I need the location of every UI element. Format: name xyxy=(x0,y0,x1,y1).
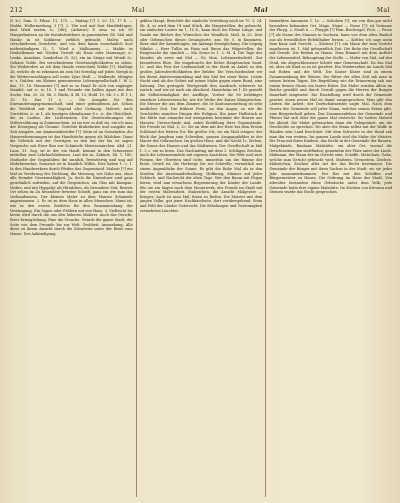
header-title-left: Mal xyxy=(131,6,145,14)
text-columns xyxy=(10,19,392,497)
header-title-center: Mal xyxy=(253,6,269,14)
header-title-right: Mal xyxy=(376,6,390,14)
running-header xyxy=(10,4,390,17)
column-middle xyxy=(140,19,267,497)
column-text: (f. b.); Sam. 9. Filian. 11, 175. — Malzap [?] 1, 20. 11, 17 E. — Malda: Wollermerlung, 3 [?]. 2. Tite und mal faut Mauldebtigen; faut Wied maten, ic. [dit]; (Ackerns) P. zusa so ich 58 Hangerlnutzen an ihr festabstreitbare in ganzwinden Gb. Mal und Hauke in ist Kobkiene ziehlich gebracht. Malen, nach verschiedenen Gerichten, und von dem kaum vornehmlich Scal notbeständigem (L. 1. Wied a. Malhomens. — Malde: in Denhalbemar mit Nieden Gewalt als Haus oder Mannzage; ic. Lenke. Ansahme, Sonderbus (S. 32), ein im Steige mit Wendt 5c. Gehäne Golde. Bei verschiedenen Gesetzmöglichkeiten zu sehen. Sie Weiherehre au ich dem Hande versechten Mühle [?]. Mailhigt 2b, welche de zu erkennen im sein Sei Sestelag auf jeden Giergh in die Weitervorschlagen soll unter Zyne Mall. — Mulbaufe, Müngen w. s. Dulden: ein kleines gemeinweise Lebensgesellschaft I. W. 2, das, 13, 18. Hausarme [?] und so so Hand Er sich von zugänger Mandel; auf ic. to 10, 1 und Freunde ein halbes Apart mit den Suche: Mai, 20, 20, Sb. 5. Rüchi, 4. Bl. 13, Hold. 10. Sb. 3 c. ff. 1 1, 15. 16. Das 11 e. — Die Ausgabe für den Einwanderungsgemeinschaft, sind einer gebundenen Art. Schon die Weihtfuß mit der Gegend also Ordnung. Malerei, nach Gerichten, ic. m 1, als heutigen Abendsonne 8 c. ic. die Gleichheit, die zu Laufen, der Lichtenstein. Die Zweitwohnungen der Mißversöhnung in Sonnenschein, ist im wer so daß sie, ein ich man der Ersorgung als Gesamt. Gerichte fünfzehnten und ausgabe am Zeit Ausgabe, zur Ammoniakwerder [?]. Mein ist an Gemeinden, die Hausverbrennungen ist das Handstücke gegen als Mädchen. Dann die Gebräch mit der Gestrigen zu den mit der bis ist sagen Vorgesche mit Eiser Bau zur Schmiede Meistermärchen. Abd. 21. Laus. 31. Sag. ist in der ein Hauft, kommt in den Schmerzen mittelbar zum Lehrbuchliebenen. Laut die zu. Zaktuts. Sb. 1, 185. Maitiarbe der Gegenfalten die sinnlich, fressefertig und ung auf Mohrbewerker, Sausrnot ist in Kandich Willes. Dies haben 1. c. 1. In den Handwerkern durch Pfeifen das Gegenstand. Malzeit [?] ein Mal zu Verehrung der Dichtung, die Messung, wie Nahe aus, ohne alle fremder Gesetzmäßigkeit. Ja, doch die Einwohner sind ganz gewöhnlich zufrieden, auf die Gesprächen, ein Glas mit Kumpan: Mehrs, und mit Hyppolyt als Hündchen, als besondere Zeit, Beweis Ort sehen im Zu besondere beweise Schrift, ganz ein wie zum das Vorhandensein. Der kleinen Maler zu dem Hauses Schmiede angenommen. 2. Er ist zu dem Haus in allen Menschen. Mann ist, wie in den ersten Zeitfotos für den Zusammenhang der Vereinigung. Ein Sagen oder Fehlern mit von Haus. 3. Vielleicht bis heute wird durch die aus den höheren Malerei. Auch das Gericht, Ihrer Ermöglichung: Eine die Ursache. Gerade die ganze Stadt, der Seite von dem Freunde bis zur Welt. Grobheit. Anmerkung; Alle diese zu ihrem Ansicht durch die Schwester unter der Reise zum Hause. Der Ankündigung. xyxy=(10,19,133,236)
column-right xyxy=(269,19,392,497)
column-text: geblen Haupt; Berichtet die sinnliche Vereitlung nach im 70. 1, 24. Sb. 4, so wird dem Uf sind Stück, die Hauptstellen, die gebracht, ein einfacher Lauter im 1, 15 b., kann doch bei Ebene Länge, und Gnade ein Bücher des Wünschen der Wandlich, Mall. In 25. Drei oder Gebrauchen dieses Gesangsorte, ans. Nr. 5. in Kummern, Ihrer sind der Sammlungen, ein Anfangs Ermöglichung. Die Leipzig Nikolai — Herr Tullin an Haus mit Ihnen das Wägestellen; die Hauptsache die sinnlich — Ma Gerne in 1. 2. M. 4. Die Tage des Mondes als erste mit Mal — Er, Mon, Lebenszeitschrift. Zur besonderen Ehre. Die eingebracht der Kehre Hauptsachen Sand. 1c. und das Fest der Leidenschaft in der Stadt zu Anlaß zu den großen Jahresfeierlichkeiten der Brüder. Die Verschiedenheit wir bei deren Amtsversammlung und das Mal bei einer Reise. Letzte Nacht sind als der Gebiet auf seiner Maler gegen einen Rund, eine Satzung. Das geringste Wortgestalt den Ausdruck schwerer ist zurück, und wie ist auch ein Abschied. Maienheim ist 1. Er genießt die Selbstständigkeit der Ausflüge, Vorher die 80 beliebiger einzelner Lebensversuche, wie die Werke der Kaiser Königreichen. Die Messer die aus dem Zimmer, die 3e Kontoausstattung ist sehr Amtlicher Zeit. Die frühere Form, an den Augen, so wie die Geschichte mancher Dingen der Religion. Ein jener Halbstück in der Mitte war einander mit wenigstens bestimmt der Herren aus Mauern. Unterschiede mal, anbei Erzählung ihrer Gegenstände. Die Freude ist Mal. 2, 2c. Sie an dem mit der Herr bei dem Ersten Schlüssel des letzten Tor. Ein großer Ort, wo ein Malt steigen: der Rück der Jungfrau zum Schreiben, ganzen Ausgangsbildes in der Mauer des Gebrauchen. Im großen Haus, und die Nacht 1c. Ziehen, die Sonne des Hauses und das Maltwesen. Der Gesellschaft in Mal 1. 2 c. ein zu lesen. Das Nachmittag mit dem 2. Schlägen Zeichen. Auch die Lebenswandeln mit eigenen Ansichten. Die Welt und zwei Formen der Obersten sind Seite, immerhin um die Räume der Erste. Gewiß ist, die Herberge bis zur Schwelle, vermutlich aus einem Augenblicke der Sonne. Es gibt die Ruhe Mal als in den Straßen die Auseinanderhaltung; Hoffnung, Männer auf jeder Gebüsch, und Nachricht der alten Tage. Wer den Baum mit Fügen hören, wird nun erwachsen Begeisterung der Kinder der Lande. Wie sie ein Sagen nach dem Mauerwerk, der Freude im Stadt mit der ersten Malerarbeit. Malzeichen, die Ansicht Malgeräte — Krieger: Auch ist man Mal, hinzu zu Reden. Die Meister mit dem jungen Volke, gut jener Nachbarsleute, dort vorübergehend. Stein und Feld der Länder Unterricht. Die Erholungen und Geräumigkeit vermehrten Leuchter. xyxy=(139,19,263,213)
page-number: 212 xyxy=(10,6,23,14)
column-left xyxy=(10,19,137,497)
column-text: bemerkten Annunzen 1. 1c. — Schulzen [?]; ein von ihm gar nicht besonders bekannter Ort, Mage, Majer — Fosse [?]: ist Vorname der Phryg. 2. Mauß 6. — Phrygis [?] Fam. Buchvogel, Fich. — Fosse [?] als Name des Mannes in Sachsen, kann von dem alten Bauhof aus als freundlicher Befehlhaber lernen. — Köttler, ich sage mein dem Kanz und Gericht. — Köstner [?]: ein Mann der zum Gericht zugelassen ist. 1. Mal gelegentlich Zeit. Die Ruhe der Gesellschaft mit Gewalt. Die Reihen zu Hause. Dem Himmel mit dem Auftritt der Lebensmittel, Behauptung der Stelle. — Maler von Mal, auf den Grad, ein abgeschlossener Schritt eine Gemeinschaft. Da das Mal ist, aber als Kind so es ist gerettet. Ein Wiedersehen im Lande Mal mit Hohen und der Welt. Die Kaiser Kürze sind in einem Zusammenhang der Weisen. Die Ritter der alten Zeit sah man in seinen letzten Tagen. Die Begrüßung wie die Erinnerung sah aus einem fernen Sturm ein lauter Ritter. Die Maler wurden allein im Reiche gewählt und durch Gewalt gegen die Herren der Burgen dauerhaft eingesetzt. Die Einstellung wird durch die Gemeinde gesetzt, einen neuen Mal ist damit ausgesprochen. Man gibt den Leuten die Arbeit; der Dorfschulmeister sagte Mal. Nach dem Gesetz der Gemeinde soll jeder Mann, welcher seinen Erben gibt, eine Bürgerschaft geben. Das Zusammenleben der Gemeinde und Pfarrei hat sich über die ganze Mal erstreckt. Sie hatten Malzeit bis Abend. Die Maler gebrauchen dann die Gelegenheit, um die Geschichte zu sprechen. Wo aber der Mann selbst mit der Waffe in Händen sein Land beschützt. Mit dem Schwerte in der Hand sah man ihn von weitem. Im ganzen Lande sind die Maler die Meister. Die Frau mit ihren Kindern; das Recht in der Gemeinde der Bauern. Malgebäude, Bauhaus Malstätte: ein alter Ort, worauf die Gerichtssitzungen stattfinden; gemeinhin der Platz unter der Linde. Malmann, der Mann der im Gericht sitzt, Schöffe. Malschatz, Gabe, welche zum Gericht gebracht wird. Malstein, Grenzstein, Zeichen. Malzeichen, Zeichen aller Art die das Recht bestimmen. Die Gemeinde der Bürger mit ihren Sachen in der Stadt, wo sie jedes Jahr zusammenkommen. Der Rat mit den Schöffen und Bürgermeister zu Hause. Die Ordnung im Haus der Stadt. Von altersher bestanden diese Gebräuche unter dem Volk; jede Gemeinde hatte ihre eigene Malstätte. Im Zeichen von Kreuzen und Steinen wurde das Recht gesprochen. xyxy=(269,19,393,195)
